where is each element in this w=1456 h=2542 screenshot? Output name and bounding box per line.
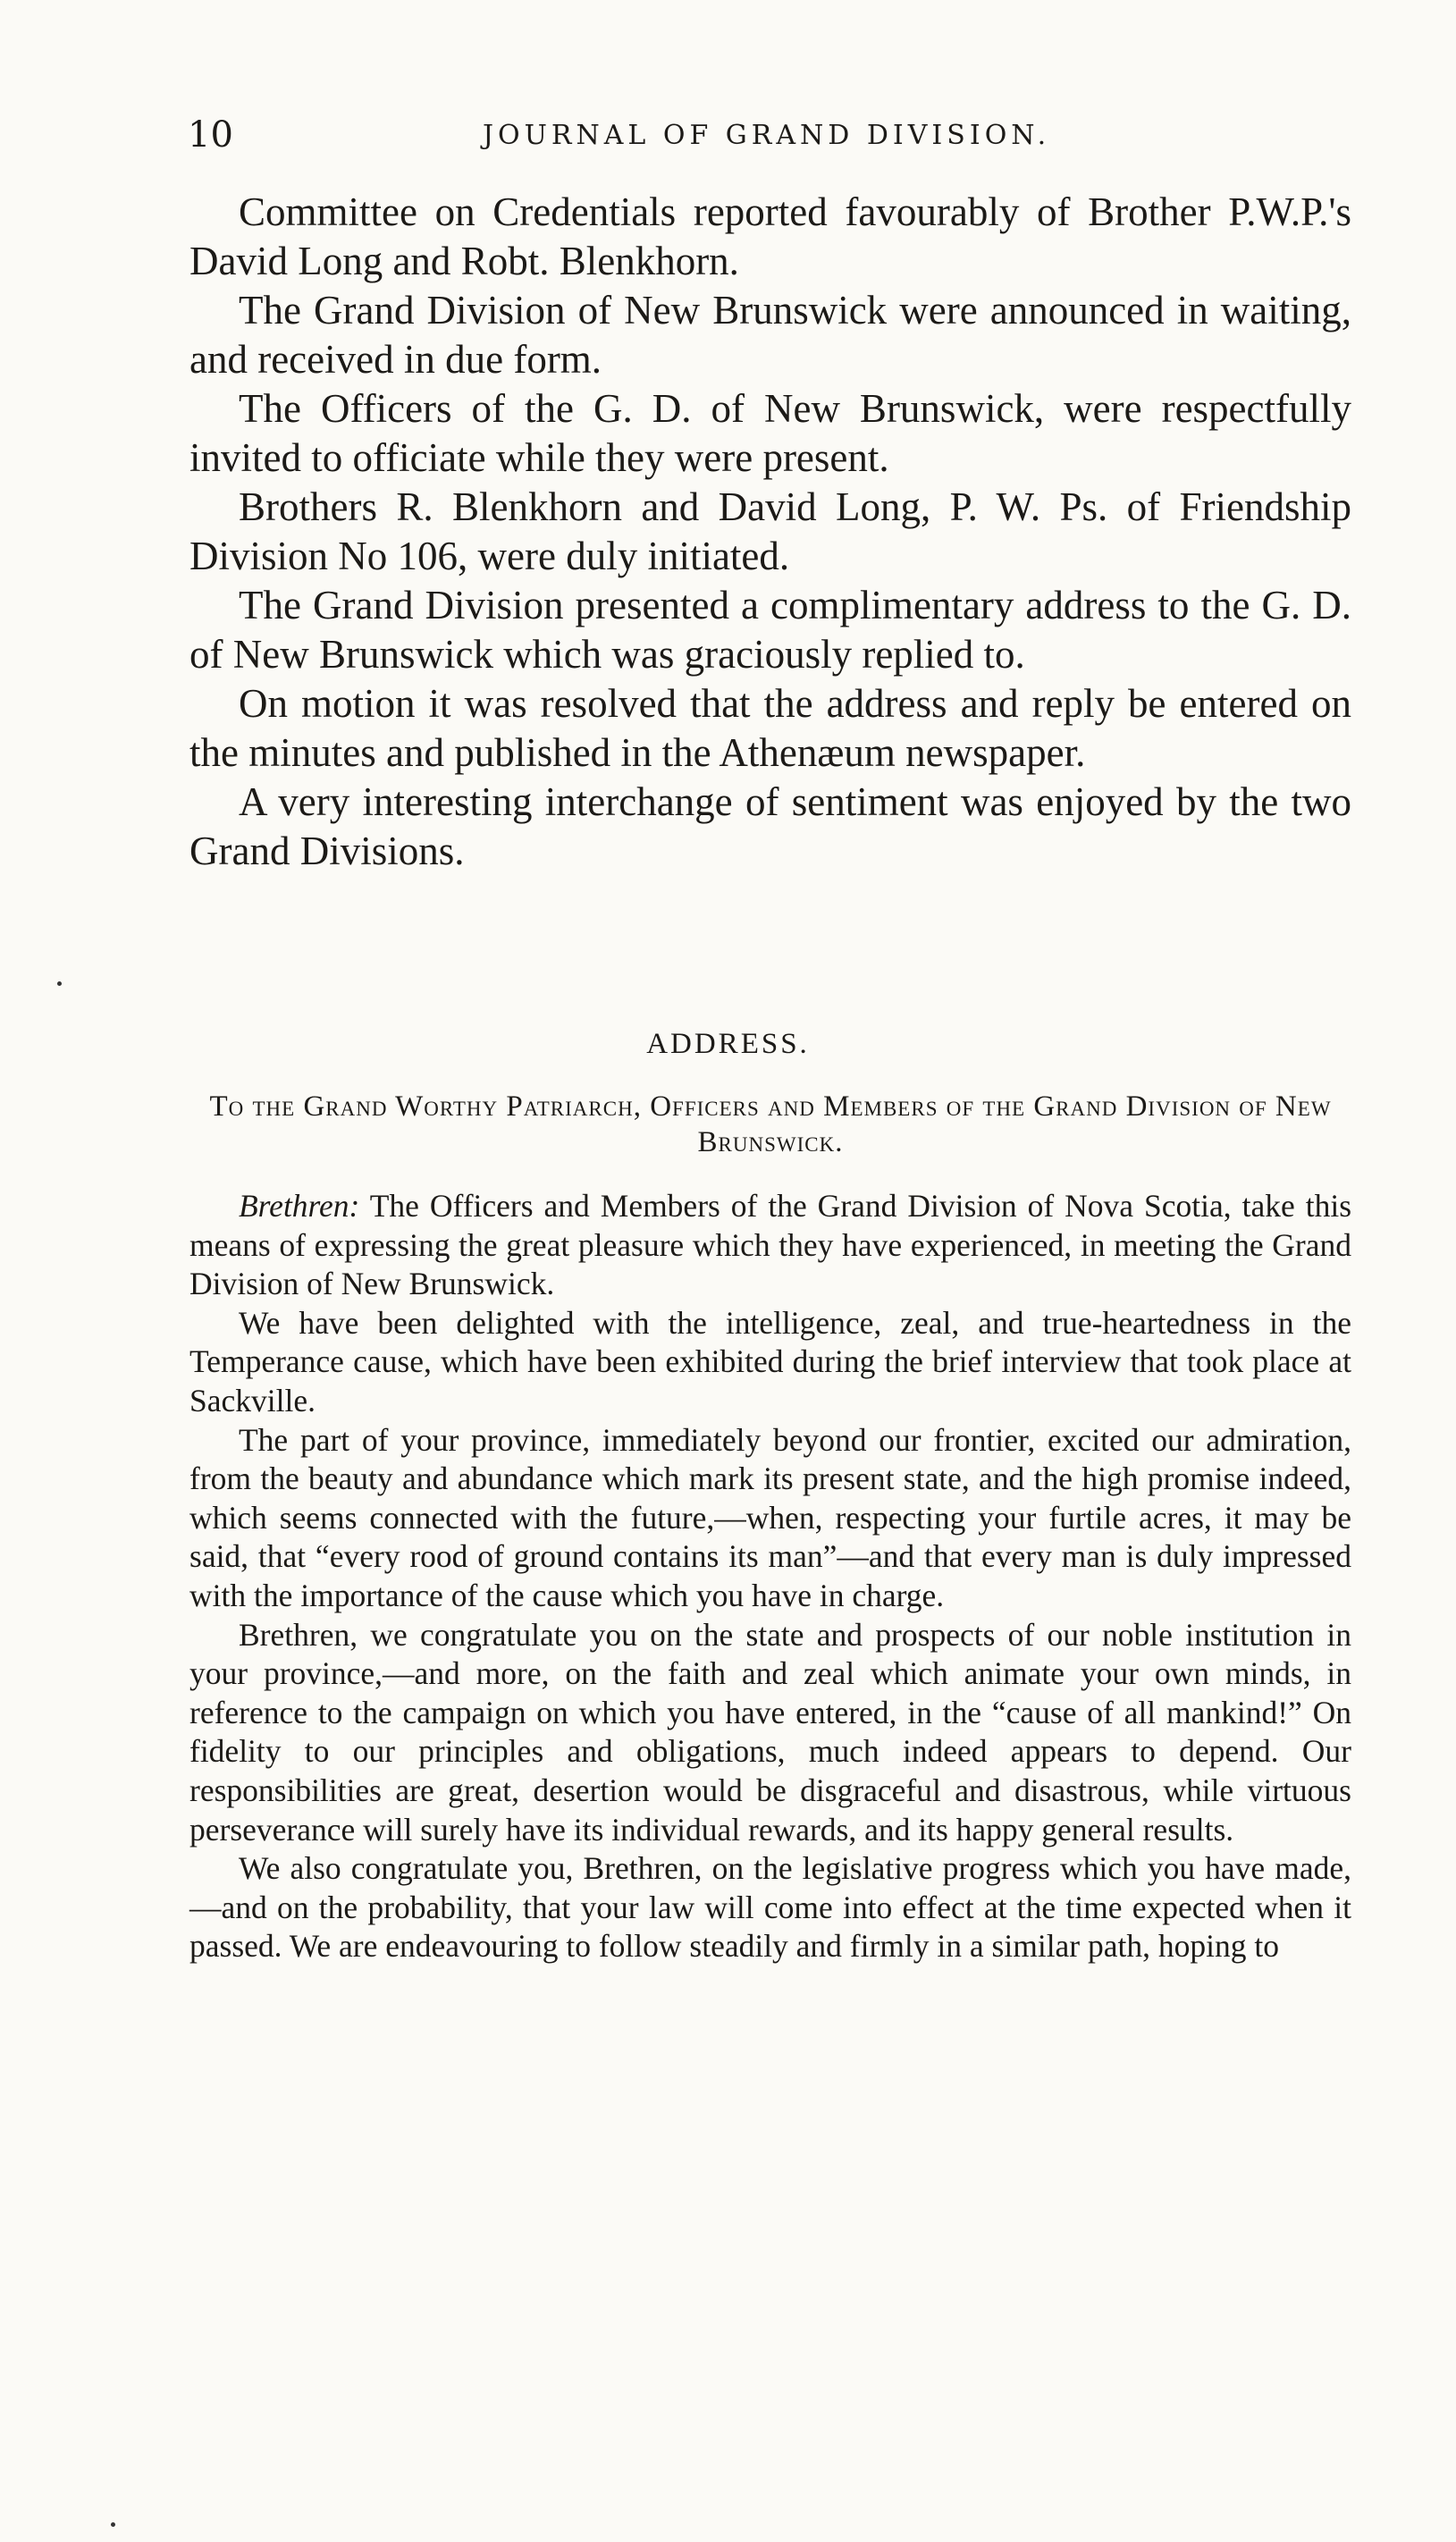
address-paragraph: We have been delighted with the intelligence, zeal, and true-heartedness in the Temperance cause, which have been exhibited during the brief interview that took place at Sackville. <box>189 1304 1351 1418</box>
minutes-paragraph: Brothers R. Blenkhorn and David Long, P. W. Ps. of Friendship Division No 106, were duly initiated. <box>189 484 1351 578</box>
address-paragraph: Brethren, we congratulate you on the state and prospects of our noble institution in your province,—and more, on the faith and zeal which animate your own minds, in reference to the campaign on which you have entered, in the “cause of all mankind!” On fidelity to our principles and obligations, much indeed appears to depend. Our responsibilities are great, desertion would be disgraceful and disastrous, while virtuous perseverance will surely have its individual rewards, and its happy general results. <box>189 1616 1351 1848</box>
minutes-paragraph: A very interesting interchange of sentiment was enjoyed by the two Grand Divisions. <box>189 779 1351 873</box>
ink-speck <box>111 2522 115 2527</box>
minutes-paragraph: The Grand Division of New Brunswick were announced in waiting, and received in due form. <box>189 288 1351 382</box>
minutes-paragraph: The Grand Division presented a complimentary address to the G. D. of New Brunswick which was graciously replied to. <box>189 583 1351 677</box>
address-paragraph-text: The Officers and Members of the Grand Division of Nova Scotia, take this means of expressing the great pleasure which they have experienced, in meeting the Grand Division of New Brunswick. <box>189 1188 1352 1302</box>
address-greeting: Brethren: <box>239 1188 360 1224</box>
page-number: 10 <box>188 114 233 156</box>
address-heading: ADDRESS. <box>646 1028 810 1060</box>
address-paragraph <box>189 1187 1351 1304</box>
minutes-paragraph: The Officers of the G. D. of New Brunswick, were respectfully invited to officiate while they were present. <box>189 386 1351 480</box>
minutes-paragraph: On motion it was resolved that the address and reply be entered on the minutes and published in the Athenæum newspaper. <box>189 681 1351 775</box>
address-salutation: To the Grand Worthy Patriarch, Officers and Members of the Grand Division of New Brunswick. <box>209 1090 1332 1158</box>
page-header <box>0 114 1456 168</box>
address-paragraph: The part of your province, immediately beyond our frontier, excited our admiration, from the beauty and abundance which mark its present state, and the high promise indeed, which seems connected with the future,—when, respecting your furtile acres, it may be said, that “every rood of ground contains its man”—and that every man is duly impressed with the importance of the cause which you have in charge. <box>189 1421 1351 1613</box>
minutes-section <box>189 188 1351 876</box>
address-paragraph: We also congratulate you, Brethren, on the legislative progress which you have made,—and on the probability, that your law will come into effect at the time expected when it passed. We are endeavouring to follow steadily and firmly in a similar path, hoping to <box>189 1850 1351 1965</box>
minutes-paragraph: Committee on Credentials reported favourably of Brother P.W.P.'s David Long and Robt. Blenkhorn. <box>189 189 1351 283</box>
running-head: JOURNAL OF GRAND DIVISION. <box>483 120 1051 151</box>
address-body <box>189 1187 1351 1966</box>
ink-speck <box>57 981 62 986</box>
